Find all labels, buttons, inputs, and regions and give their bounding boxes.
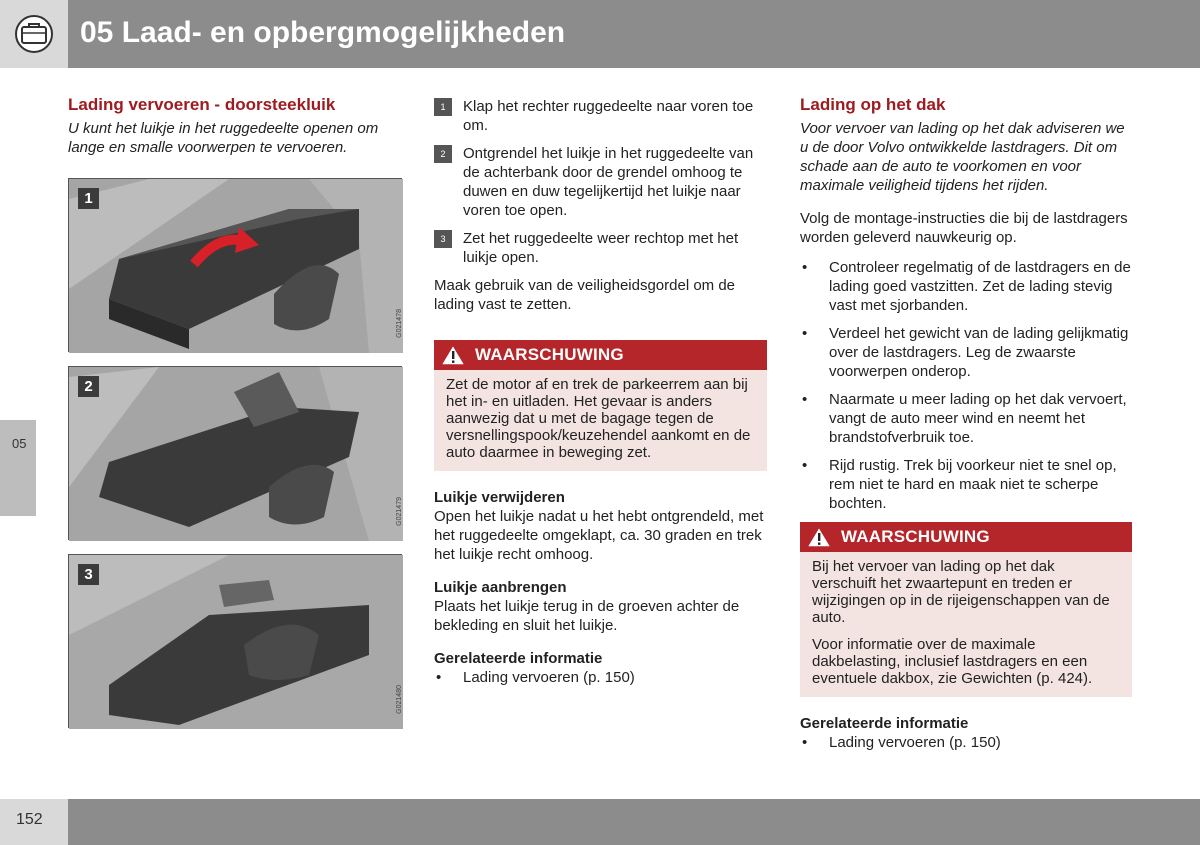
illustration-step-3 bbox=[68, 554, 402, 728]
warning-box-roof bbox=[800, 522, 1132, 697]
step-number-badge: 1 bbox=[434, 98, 452, 116]
column-middle bbox=[434, 97, 767, 687]
hatch-open-illustration bbox=[69, 555, 403, 729]
step-list bbox=[434, 97, 767, 267]
remove-hatch-text: Open het luikje nadat u het hebt ontgrendeld, met het ruggedeelte omgeklapt, ca. 30 graden en trek het luikje recht omhoog. bbox=[434, 508, 764, 563]
related-link[interactable]: • Lading vervoeren (p. 150) bbox=[800, 733, 1132, 752]
figure-code: G021478 bbox=[396, 309, 403, 338]
warning-body bbox=[800, 552, 1132, 697]
chapter-icon-box bbox=[0, 0, 68, 68]
warning-triangle-icon bbox=[440, 344, 466, 366]
figure-number-badge: 3 bbox=[78, 564, 99, 585]
roof-tips-list bbox=[800, 258, 1132, 513]
mounting-instructions-text: Volg de montage-instructies die bij de lastdragers worden geleverd nauwkeurig op. bbox=[800, 210, 1128, 246]
warning-title: WAARSCHUWING bbox=[841, 527, 990, 546]
subheading-related-info: Gerelateerde informatie bbox=[434, 650, 603, 667]
step-number-badge: 2 bbox=[434, 145, 452, 163]
warning-text: Bij het vervoer van lading op het dak verschuift het zwaartepunt en treden er wijzigingen op in de rijeigenschappen van de auto. bbox=[812, 558, 1110, 626]
seatbelt-note: Maak gebruik van de veiligheidsgordel om de lading vast te zetten. bbox=[434, 277, 736, 313]
briefcase-icon bbox=[12, 14, 56, 54]
warning-header bbox=[800, 522, 1132, 552]
page-footer bbox=[0, 799, 1200, 845]
column-right bbox=[800, 94, 1132, 752]
step-item bbox=[434, 144, 767, 220]
list-item: • Controleer regelmatig of de lastdragers en de lading goed vastzitten. Zet de lading stevig vast met sjorbanden. bbox=[800, 258, 1132, 315]
list-item: • Verdeel het gewicht van de lading gelijkmatig over de lastdragers. Leg de zwaarste voorwerpen onderop. bbox=[800, 324, 1132, 381]
subheading-remove-hatch: Luikje verwijderen bbox=[434, 489, 565, 506]
warning-header bbox=[434, 340, 767, 370]
figure-code: G021479 bbox=[396, 497, 403, 526]
illustration-step-2 bbox=[68, 366, 402, 540]
seat-folded-illustration bbox=[69, 179, 403, 353]
figure-number-badge: 1 bbox=[78, 188, 99, 209]
illustration-step-1 bbox=[68, 178, 402, 352]
step-text: Ontgrendel het luikje in het ruggedeelte van de achterbank door de grendel omhoog te duwen en duw tegelijkertijd het luikje naar voren toe open. bbox=[463, 145, 754, 219]
step-text: Klap het rechter ruggedeelte naar voren toe om. bbox=[463, 98, 754, 134]
list-item: • Rijd rustig. Trek bij voorkeur niet te snel op, rem niet te hard en maak niet te scherpe bochten. bbox=[800, 456, 1132, 513]
step-item bbox=[434, 97, 767, 135]
subheading-install-hatch: Luikje aanbrengen bbox=[434, 579, 567, 596]
warning-box-loading bbox=[434, 340, 767, 471]
page-header bbox=[0, 0, 1200, 68]
step-item bbox=[434, 229, 767, 267]
section-heading-hatch: Lading vervoeren - doorsteekluik bbox=[68, 95, 336, 114]
related-link[interactable]: • Lading vervoeren (p. 150) bbox=[434, 668, 767, 687]
subheading-related-info: Gerelateerde informatie bbox=[800, 715, 969, 732]
warning-triangle-icon bbox=[806, 526, 832, 548]
install-hatch-text: Plaats het luikje terug in de groeven achter de bekleding en sluit het luikje. bbox=[434, 598, 740, 634]
figure-number-badge: 2 bbox=[78, 376, 99, 397]
page-number-box bbox=[0, 799, 68, 845]
chapter-title: 05 Laad- en opbergmogelijkheden bbox=[80, 16, 566, 49]
section-intro-hatch: U kunt het luikje in het ruggedeelte openen om lange en smalle voorwerpen te vervoeren. bbox=[68, 120, 379, 156]
warning-body bbox=[434, 370, 767, 471]
hatch-unlock-illustration bbox=[69, 367, 403, 541]
section-heading-roof: Lading op het dak bbox=[800, 95, 946, 114]
column-left bbox=[68, 94, 402, 728]
page-number: 152 bbox=[16, 811, 43, 828]
related-info-list bbox=[800, 733, 1132, 752]
related-info-list bbox=[434, 668, 767, 687]
list-item: • Naarmate u meer lading op het dak vervoert, vangt de auto meer wind en neemt het brandstofverbruik toe. bbox=[800, 390, 1132, 447]
chapter-side-tab[interactable] bbox=[0, 420, 36, 516]
section-intro-roof: Voor vervoer van lading op het dak adviseren we u de door Volvo ontwikkelde lastdragers. Dit om schade aan de auto te voorkomen en voor maximale veiligheid tijdens het rijden. bbox=[800, 120, 1125, 194]
step-text: Zet het ruggedeelte weer rechtop met het luikje open. bbox=[463, 230, 739, 266]
warning-title: WAARSCHUWING bbox=[475, 345, 624, 364]
chapter-side-tab-label: 05 bbox=[12, 436, 27, 451]
figure-code: G021480 bbox=[396, 685, 403, 714]
step-number-badge: 3 bbox=[434, 230, 452, 248]
warning-text: Voor informatie over de maximale dakbelasting, inclusief lastdragers en een eventuele dakbox, zie Gewichten (p. 424). bbox=[812, 636, 1093, 687]
warning-text: Zet de motor af en trek de parkeerrem aan bij het in- en uitladen. Het gevaar is anders aanwezig dat u met de bagage tegen de versnellingspook/keuzehendel aankomt en de auto daarmee in beweging zet. bbox=[446, 376, 751, 461]
